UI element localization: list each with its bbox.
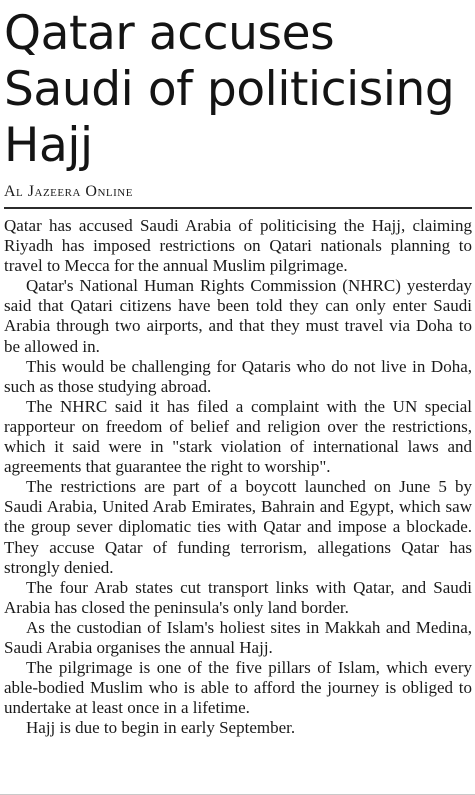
- article-paragraph: The restrictions are part of a boycott launched on June 5 by Saudi Arabia, United Arab Emirates, Bahrain and Egypt, which saw the group sever diplomatic ties with Qatar and impose a blockade. They accuse Qatar of funding terrorism, allegations Qatar has strongly denied.: [4, 477, 472, 577]
- article-body: [4, 216, 472, 738]
- article-paragraph: Qatar has accused Saudi Arabia of politicising the Hajj, claiming Riyadh has imposed restrictions on Qatari nationals planning to travel to Mecca for the annual Muslim pilgrimage.: [4, 216, 472, 276]
- article-paragraph: The four Arab states cut transport links with Qatar, and Saudi Arabia has closed the peninsula's only land border.: [4, 577, 472, 617]
- article-paragraph: The NHRC said it has filed a complaint with the UN special rapporteur on freedom of belief and religion over the restrictions, which it said were in "stark violation of international laws and agreements that guarantee the right to worship".: [4, 396, 472, 477]
- article-paragraph: The pilgrimage is one of the five pillars of Islam, which every able-bodied Muslim who is able to afford the journey is obliged to undertake at least once in a lifetime.: [4, 658, 472, 718]
- article-headline: Qatar accuses Saudi of politicising Hajj: [4, 6, 455, 173]
- article-byline: Al Jazeera Online: [4, 183, 133, 200]
- byline-bar: [4, 182, 472, 209]
- article-paragraph: Qatar's National Human Rights Commission (NHRC) yesterday said that Qatari citizens have been told they can only enter Saudi Arabia through two airports, and that they must travel via Doha to be allowed in.: [4, 276, 472, 356]
- article-paragraph: As the custodian of Islam's holiest sites in Makkah and Medina, Saudi Arabia organises the annual Hajj.: [4, 617, 472, 657]
- article-paragraph: This would be challenging for Qataris who do not live in Doha, such as those studying abroad.: [4, 356, 472, 396]
- article-paragraph: Hajj is due to begin in early September.: [26, 718, 296, 738]
